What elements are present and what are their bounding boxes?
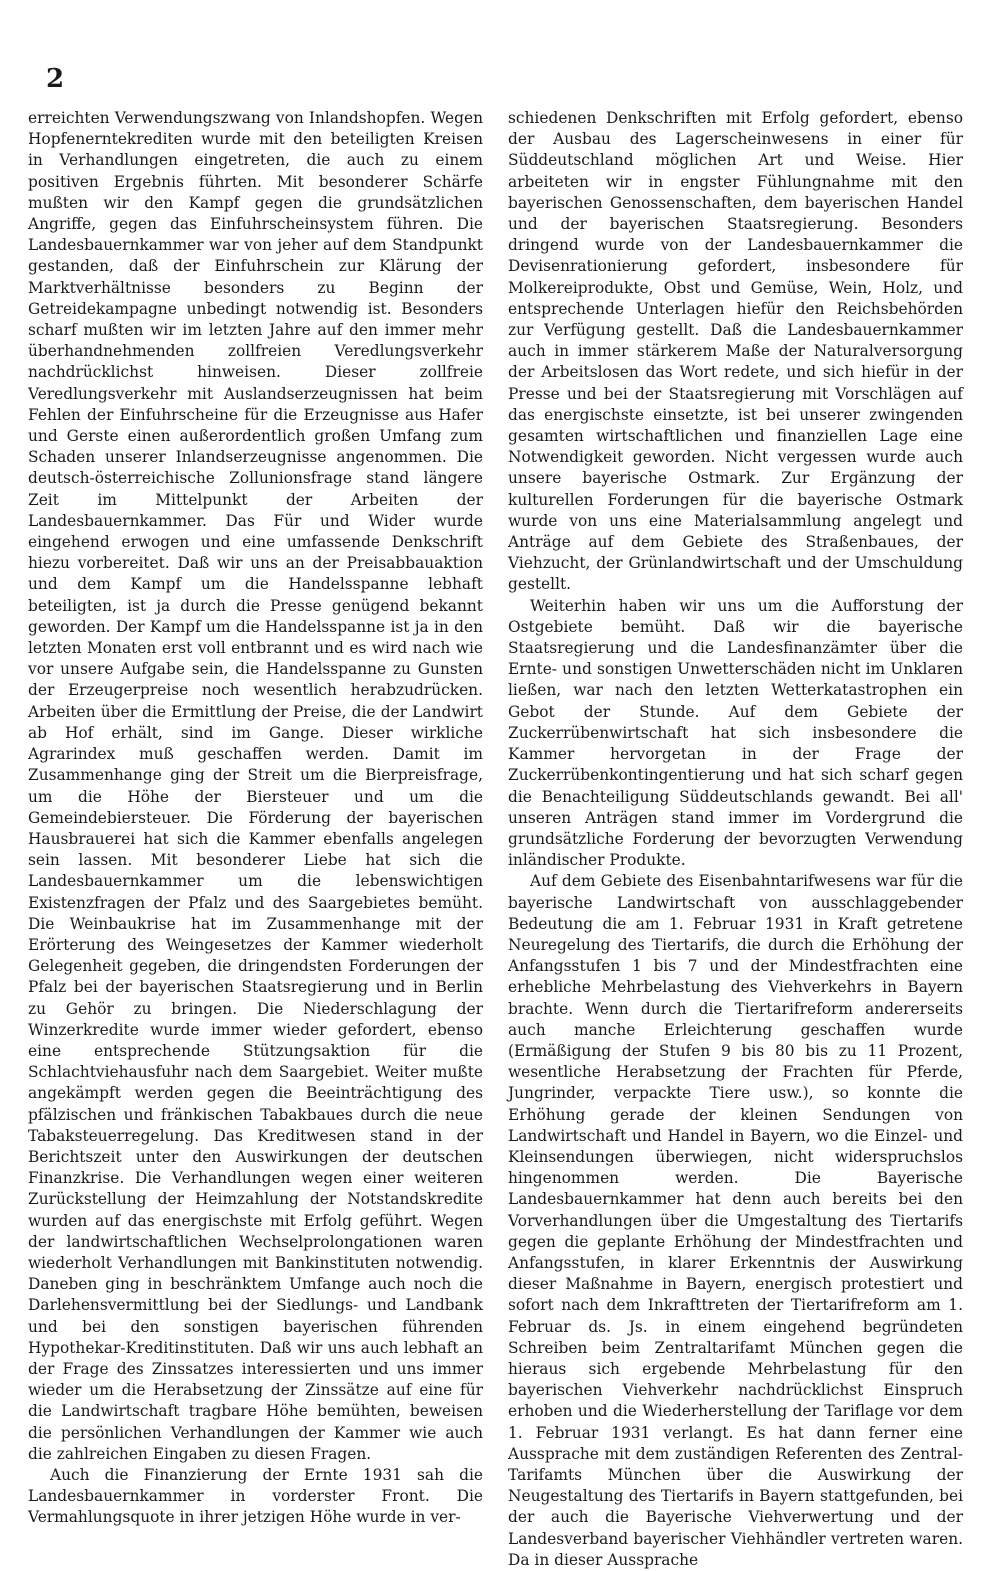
right-column: [508, 108, 963, 1571]
page-number: 2: [46, 64, 65, 94]
paragraph: Weiterhin haben wir uns um die Aufforstung der Ostgebiete bemüht. Daß wir die bayerische Staatsregierung und die Landesfinanzämter über die Ernte- und sonstigen Unwetterschäden nicht im Unklaren ließen, war nach den letzten Wetterkatastrophen ein Gebot der Stunde. Auf dem Gebiete der Zuckerrübenwirtschaft hat sich insbesondere die Kammer hervorgetan in der Frage der Zuckerrübenkontingentierung und hat sich scharf gegen die Benachteiligung Süddeutschlands gewandt. Bei all' unseren Anträgen stand immer im Vordergrund die grundsätzliche Forderung der bevorzugten Verwendung inländischer Produkte.: [508, 596, 963, 870]
paragraph: Auch die Finanzierung der Ernte 1931 sah die Landesbauernkammer in vorderster Front. Die Vermahlungsquote in ihrer jetzigen Höhe wurde in ver-: [28, 1466, 483, 1527]
left-column: [28, 108, 483, 1529]
paragraph: erreichten Verwendungszwang von Inlandshopfen. Wegen Hopfenerntekrediten wurde mit den beteiligten Kreisen in Verhandlungen eingetreten, die auch zu einem positiven Ergebnis führten. Mit besonderer Schärfe mußten wir den Kampf gegen die grundsätzlichen Angriffe, gegen das Einfuhrscheinsystem führen. Die Landesbauernkammer war von jeher auf dem Standpunkt gestanden, daß der Einfuhrschein zur Klärung der Marktverhältnisse besonders zu Beginn der Getreidekampagne unbedingt notwendig ist. Besonders scharf mußten wir im letzten Jahre auf den immer mehr überhandnehmenden zollfreien Veredlungsverkehr nachdrücklichst hinweisen. Dieser zollfreie Veredlungsverkehr mit Auslandserzeugnissen hat beim Fehlen der Einfuhrscheine für die Erzeugnisse aus Hafer und Gerste einen außerordentlich großen Umfang zum Schaden unserer Inlandserzeugnisse angenommen. Die deutsch-österreichische Zollunionsfrage stand längere Zeit im Mittelpunkt der Arbeiten der Landesbauernkammer. Das Für und Wider wurde eingehend erwogen und eine umfassende Denkschrift hiezu vorbereitet. Daß wir uns an der Preisabbauaktion und dem Kampf um die Handelsspanne lebhaft beteiligten, ist ja durch die Presse genügend bekannt geworden. Der Kampf um die Handelsspanne ist ja in den letzten Monaten erst voll entbrannt und es wird nach wie vor unsere Aufgabe sein, die Handelsspanne zu Gunsten der Erzeugerpreise noch wesentlich herabzudrücken. Arbeiten über die Ermittlung der Preise, die der Landwirt ab Hof erhält, sind im Gange. Dieser wirkliche Agrarindex muß geschaffen werden. Damit im Zusammenhange ging der Streit um die Bierpreisfrage, um die Höhe der Biersteuer und um die Gemeindebiersteuer. Die Förderung der bayerischen Hausbrauerei hat sich die Kammer ebenfalls angelegen sein lassen. Mit besonderer Liebe hat sich die Landesbauernkammer um die lebenswichtigen Existenzfragen der Pfalz und des Saargebietes bemüht. Die Weinbaukrise hat im Zusammenhange mit der Erörterung des Weingesetzes der Kammer wiederholt Gelegenheit gegeben, die dringendsten Forderungen der Pfalz bei der bayerischen Staatsregierung und in Berlin zu Gehör zu bringen. Die Niederschlagung der Winzerkredite wurde immer wieder gefordert, ebenso eine entsprechende Stützungsaktion für die Schlachtviehausfuhr nach dem Saargebiet. Weiter mußte angekämpft werden gegen die Beeinträchtigung des pfälzischen und fränkischen Tabakbaues durch die neue Tabaksteuerregelung. Das Kreditwesen stand in der Berichtszeit unter den Auswirkungen der deutschen Finanzkrise. Die Verhandlungen wegen einer weiteren Zurückstellung der Heimzahlung der Notstandskredite wurden auf das energischste mit Erfolg geführt. Wegen der landwirtschaftlichen Wechselprolongationen waren wiederholt Verhandlungen mit Bankinstituten notwendig. Daneben ging in beschränktem Umfange auch noch die Darlehensvermittlung bei der Siedlungs- und Landbank und bei den sonstigen bayerischen führenden Hypothekar-Kreditinstituten. Daß wir uns auch lebhaft an der Frage des Zinssatzes interessierten und uns immer wieder um die Herabsetzung der Zinssätze auf eine für die Landwirtschaft tragbare Höhe bemühten, beweisen die persönlichen Verhandlungen der Kammer wie auch die zahlreichen Eingaben zu diesen Fragen.: [28, 109, 483, 1463]
paragraph: schiedenen Denkschriften mit Erfolg gefordert, ebenso der Ausbau des Lagerscheinwesens in einer für Süddeutschland möglichen Art und Weise. Hier arbeiteten wir in engster Fühlungnahme mit den bayerischen Genossenschaften, dem bayerischen Handel und der bayerischen Staatsregierung. Besonders dringend wurde von der Landesbauernkammer die Devisenrationierung gefordert, insbesondere für Molkereiprodukte, Obst und Gemüse, Wein, Holz, und entsprechende Unterlagen hiefür den Reichsbehörden zur Verfügung gestellt. Daß die Landesbauernkammer auch in immer stärkerem Maße der Naturalversorgung der Arbeitslosen das Wort redete, und sich hiefür in der Presse und bei der Staatsregierung mit Vorschlägen auf das energischste einsetzte, ist bei unserer zwingenden gesamten wirtschaftlichen und finanziellen Lage eine Notwendigkeit geworden. Nicht vergessen wurde auch unsere bayerische Ostmark. Zur Ergänzung der kulturellen Forderungen für die bayerische Ostmark wurde von uns eine Materialsammlung angelegt und Anträge auf dem Gebiete des Straßenbaues, der Viehzucht, der Grünlandwirtschaft und der Umschuldung gestellt.: [508, 109, 963, 594]
paragraph: Auf dem Gebiete des Eisenbahntarifwesens war für die bayerische Landwirtschaft von ausschlaggebender Bedeutung die am 1. Februar 1931 in Kraft getretene Neuregelung des Tiertarifs, die durch die Erhöhung der Anfangsstufen 1 bis 7 und der Mindestfrachten eine erhebliche Mehrbelastung des Viehverkehrs in Bayern brachte. Wenn durch die Tiertarifreform andererseits auch manche Erleichterung geschaffen wurde (Ermäßigung der Stufen 9 bis 80 bis zu 11 Prozent, wesentliche Herabsetzung der Frachten für Pferde, Jungrinder, verpackte Tiere usw.), so konnte die Erhöhung gerade der kleinen Sendungen von Landwirtschaft und Handel in Bayern, wo die Einzel- und Kleinsendungen überwiegen, nicht widerspruchslos hingenommen werden. Die Bayerische Landesbauernkammer hat denn auch bereits bei den Vorverhandlungen über die Umgestaltung des Tiertarifs gegen die geplante Erhöhung der Mindestfrachten und Anfangsstufen, in klarer Erkenntnis der Auswirkung dieser Maßnahme in Bayern, energisch protestiert und sofort nach dem Inkrafttreten der Tiertarifreform am 1. Februar ds. Js. in einem eingehend begründeten Schreiben beim Zentraltarifamt München gegen die hieraus sich ergebende Mehrbelastung für den bayerischen Viehverkehr nachdrücklichst Einspruch erhoben und die Wiederherstellung der Tariflage vor dem 1. Februar 1931 verlangt. Es hat dann ferner eine Aussprache mit dem zuständigen Referenten des Zentral-Tarifamts München über die Auswirkung der Neugestaltung des Tiertarifs in Bayern stattgefunden, bei der auch die Bayerische Viehverwertung und der Landesverband bayerischer Viehhändler vertreten waren. Da in dieser Aussprache: [508, 872, 963, 1569]
